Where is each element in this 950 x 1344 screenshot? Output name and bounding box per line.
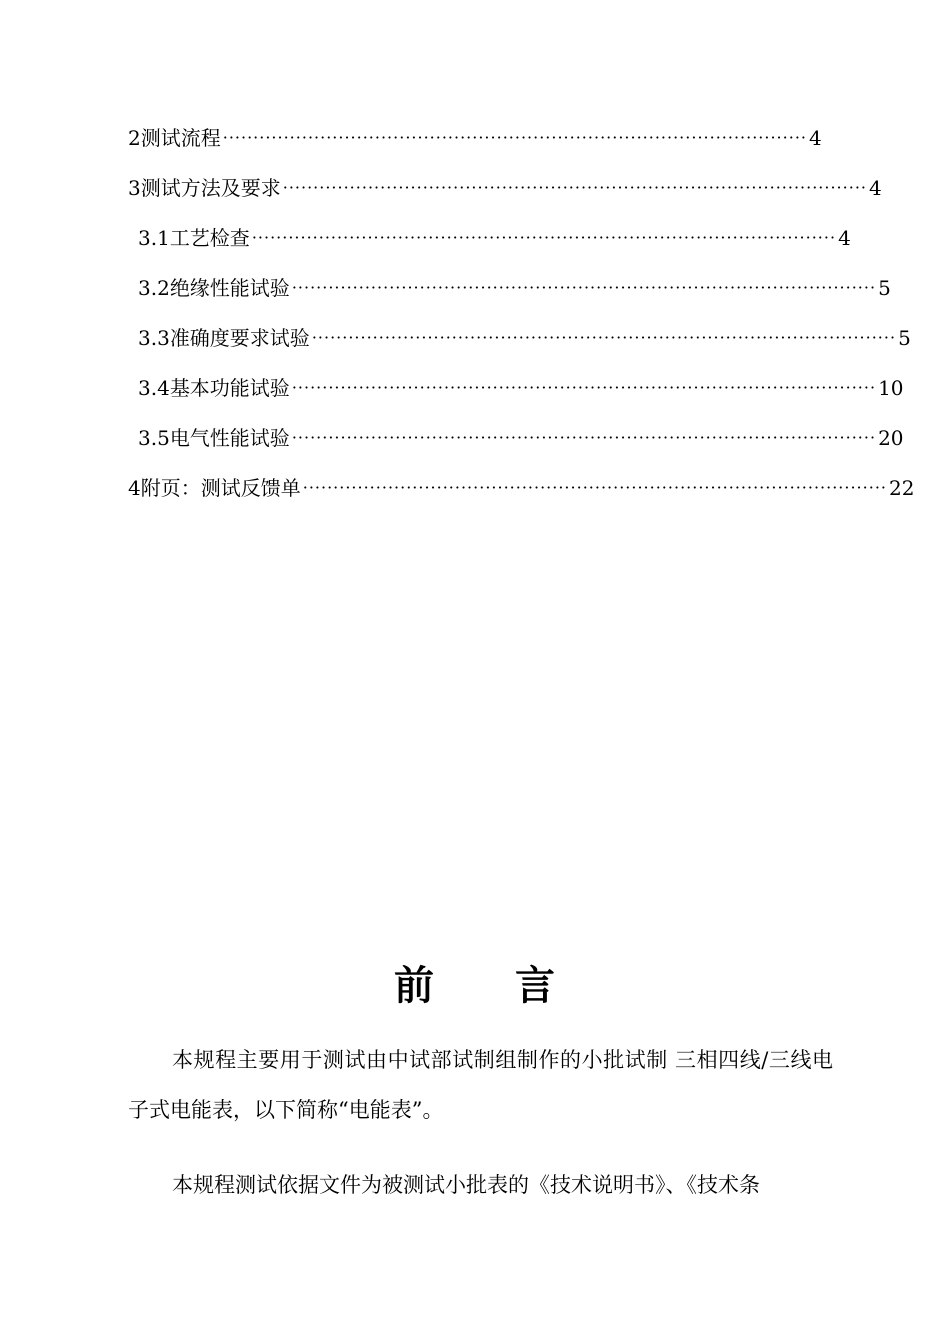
preface-paragraph-1: 本规程主要用于测试由中试部试制组制作的小批试制 三相四线/三线电子式电能表，以下简称“电能表”。 bbox=[128, 1048, 833, 1122]
toc-entry-number: 3.5 bbox=[138, 426, 170, 450]
toc-entry-number: 2 bbox=[128, 126, 141, 150]
toc-entry-page: 4 bbox=[868, 176, 882, 200]
toc-entry bbox=[128, 473, 915, 503]
preface-heading bbox=[0, 958, 950, 1014]
toc-dot-leader: ································································································ bbox=[311, 328, 897, 347]
toc-entry-title: 准确度要求试验 bbox=[169, 326, 310, 350]
toc-entry bbox=[138, 273, 891, 303]
toc-entry-page: 10 bbox=[878, 376, 904, 400]
toc-entry bbox=[128, 123, 822, 153]
toc-entry-page: 22 bbox=[888, 476, 915, 500]
toc-entry-title: 工艺检查 bbox=[169, 226, 250, 250]
toc-entry-title: 测试流程 bbox=[140, 126, 221, 150]
toc-entry-page: 4 bbox=[808, 126, 822, 150]
preface-paragraph-2: 本规程测试依据文件为被测试小批表的《技术说明书》、《技术条 bbox=[172, 1173, 760, 1197]
toc-entry-title: 基本功能试验 bbox=[169, 376, 290, 400]
toc-dot-leader: ································································································ bbox=[302, 478, 887, 497]
toc-dot-leader: ································································································ bbox=[291, 278, 877, 297]
toc-entry-number: 3.3 bbox=[138, 326, 170, 350]
toc-entry-number: 4 bbox=[128, 476, 141, 500]
toc-entry-number: 3.1 bbox=[138, 226, 170, 250]
toc-entry-title: 测试方法及要求 bbox=[140, 176, 281, 200]
toc-dot-leader: ································································································ bbox=[291, 428, 877, 447]
toc-entry bbox=[138, 323, 911, 353]
toc-entry-title: 绝缘性能试验 bbox=[169, 276, 290, 300]
toc-entry-page: 5 bbox=[878, 276, 891, 300]
toc-entry bbox=[138, 223, 851, 253]
toc-entry-number: 3.4 bbox=[138, 376, 170, 400]
toc-entry-title: 附页：测试反馈单 bbox=[140, 476, 301, 500]
toc-entry bbox=[138, 373, 904, 403]
preface-heading-char-2: 言 bbox=[515, 963, 556, 1009]
toc-entry-page: 5 bbox=[898, 326, 911, 350]
toc-entry-page: 20 bbox=[878, 426, 904, 450]
toc-dot-leader: ································································································ bbox=[291, 378, 877, 397]
toc-dot-leader: ································································································ bbox=[282, 178, 867, 197]
toc-entry-page: 4 bbox=[838, 226, 851, 250]
toc-entry-title: 电气性能试验 bbox=[169, 426, 290, 450]
toc-entry bbox=[138, 423, 904, 453]
toc-entry bbox=[128, 173, 882, 203]
toc-entry-number: 3.2 bbox=[138, 276, 170, 300]
preface-heading-char-1: 前 bbox=[394, 963, 435, 1009]
toc-entry-number: 3 bbox=[128, 176, 141, 200]
toc-dot-leader: ································································································ bbox=[251, 228, 837, 247]
toc-dot-leader: ································································································ bbox=[222, 128, 807, 147]
